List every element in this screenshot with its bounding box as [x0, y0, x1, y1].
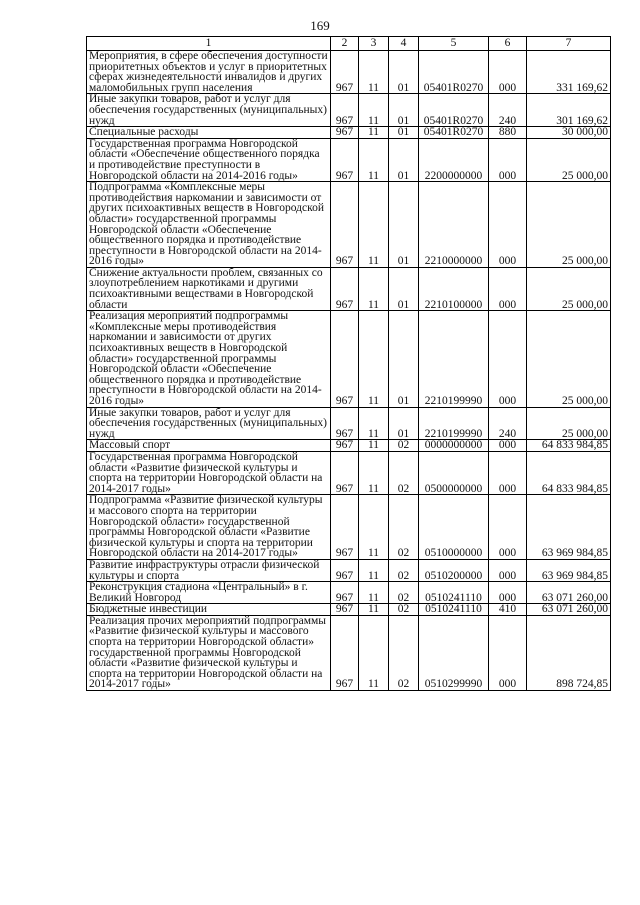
table-row — [87, 440, 611, 452]
amount-cell: 64 833 984,85 — [527, 451, 611, 494]
section-code-cell: 11 — [359, 559, 389, 581]
amount-cell: 63 969 984,85 — [527, 559, 611, 581]
subsection-code-cell: 02 — [389, 582, 419, 604]
amount-cell: 25 000,00 — [527, 182, 611, 268]
expense-type-cell: 000 — [489, 451, 527, 494]
section-code-cell: 11 — [359, 182, 389, 268]
section-code-cell: 11 — [359, 138, 389, 181]
expense-name-cell: Реализация прочих мероприятий подпрограммы «Развитие физической культуры и массового спорта на территории Новгородской области» государственной программы Новгородской области «Развитие физической культуры и спорта на территории Новгородской области на 2014-2017 годы» — [87, 615, 331, 690]
expense-type-cell: 880 — [489, 127, 527, 139]
department-code-cell: 967 — [331, 182, 359, 268]
table-row — [87, 94, 611, 127]
expense-name-cell: Иные закупки товаров, работ и услуг для обеспечения государственных (муниципальных) нужд — [87, 94, 331, 127]
expense-name-cell: Иные закупки товаров, работ и услуг для обеспечения государственных (муниципальных) нужд — [87, 407, 331, 440]
column-header-4: 4 — [389, 37, 419, 51]
expense-type-cell: 000 — [489, 440, 527, 452]
table-row — [87, 267, 611, 310]
table-row — [87, 407, 611, 440]
amount-cell: 25 000,00 — [527, 407, 611, 440]
expense-type-cell: 000 — [489, 559, 527, 581]
table-row — [87, 582, 611, 604]
target-article-cell: 0510241110 — [419, 604, 489, 616]
column-header-5: 5 — [419, 37, 489, 51]
section-code-cell: 11 — [359, 495, 389, 560]
table-row — [87, 51, 611, 94]
expense-name-cell: Реализация мероприятий подпрограммы «Комплексные меры противодействия наркомании и зависимости от других психоактивных веществ в Новгородской области» государственной программы Новгородской области «Обеспечение общественного порядка и противодействие преступности в Новгородской области на 2014-2016 годы» — [87, 311, 331, 407]
amount-cell: 30 000,00 — [527, 127, 611, 139]
expense-type-cell: 000 — [489, 582, 527, 604]
amount-cell: 898 724,85 — [527, 615, 611, 690]
expense-type-cell: 000 — [489, 267, 527, 310]
department-code-cell: 967 — [331, 407, 359, 440]
expense-name-cell: Массовый спорт — [87, 440, 331, 452]
table-row — [87, 615, 611, 690]
department-code-cell: 967 — [331, 559, 359, 581]
subsection-code-cell: 02 — [389, 440, 419, 452]
target-article-cell: 0500000000 — [419, 451, 489, 494]
department-code-cell: 967 — [331, 138, 359, 181]
section-code-cell: 11 — [359, 451, 389, 494]
expense-name-cell: Специальные расходы — [87, 127, 331, 139]
subsection-code-cell: 01 — [389, 311, 419, 407]
department-code-cell: 967 — [331, 440, 359, 452]
subsection-code-cell: 01 — [389, 138, 419, 181]
target-article-cell: 2200000000 — [419, 138, 489, 181]
section-code-cell: 11 — [359, 94, 389, 127]
expense-type-cell: 410 — [489, 604, 527, 616]
expense-type-cell: 000 — [489, 495, 527, 560]
amount-cell: 64 833 984,85 — [527, 440, 611, 452]
section-code-cell: 11 — [359, 582, 389, 604]
expense-name-cell: Развитие инфраструктуры отрасли физической культуры и спорта — [87, 559, 331, 581]
target-article-cell: 05401R0270 — [419, 51, 489, 94]
department-code-cell: 967 — [331, 604, 359, 616]
expense-type-cell: 000 — [489, 311, 527, 407]
department-code-cell: 967 — [331, 127, 359, 139]
subsection-code-cell: 02 — [389, 495, 419, 560]
subsection-code-cell: 01 — [389, 51, 419, 94]
target-article-cell: 2210100000 — [419, 267, 489, 310]
page-number: 169 — [310, 18, 330, 33]
target-article-cell: 05401R0270 — [419, 127, 489, 139]
table-row — [87, 559, 611, 581]
expense-name-cell: Мероприятия, в сфере обеспечения доступности приоритетных объектов и услуг в приоритетных сферах жизнедеятельности инвалидов и других маломобильных групп населения — [87, 51, 331, 94]
amount-cell: 63 071 260,00 — [527, 604, 611, 616]
target-article-cell: 0510200000 — [419, 559, 489, 581]
table-row — [87, 182, 611, 268]
target-article-cell: 2210000000 — [419, 182, 489, 268]
section-code-cell: 11 — [359, 267, 389, 310]
amount-cell: 25 000,00 — [527, 267, 611, 310]
amount-cell: 63 071 260,00 — [527, 582, 611, 604]
amount-cell: 25 000,00 — [527, 138, 611, 181]
subsection-code-cell: 02 — [389, 615, 419, 690]
target-article-cell: 05401R0270 — [419, 94, 489, 127]
target-article-cell: 2210199990 — [419, 311, 489, 407]
section-code-cell: 11 — [359, 604, 389, 616]
subsection-code-cell: 01 — [389, 267, 419, 310]
budget-table — [86, 36, 611, 691]
table-row — [87, 495, 611, 560]
target-article-cell: 0510241110 — [419, 582, 489, 604]
table-row — [87, 451, 611, 494]
department-code-cell: 967 — [331, 495, 359, 560]
expense-name-cell: Государственная программа Новгородской области «Обеспечение общественного порядка и противодействие преступности в Новгородской области на 2014-2016 годы» — [87, 138, 331, 181]
section-code-cell: 11 — [359, 51, 389, 94]
subsection-code-cell: 01 — [389, 94, 419, 127]
expense-type-cell: 240 — [489, 94, 527, 127]
column-header-2: 2 — [331, 37, 359, 51]
expense-type-cell: 000 — [489, 615, 527, 690]
table-row — [87, 138, 611, 181]
expense-type-cell: 240 — [489, 407, 527, 440]
department-code-cell: 967 — [331, 615, 359, 690]
department-code-cell: 967 — [331, 311, 359, 407]
expense-name-cell: Реконструкция стадиона «Центральный» в г. Великий Новгород — [87, 582, 331, 604]
target-article-cell: 0510000000 — [419, 495, 489, 560]
column-header-6: 6 — [489, 37, 527, 51]
target-article-cell: 0000000000 — [419, 440, 489, 452]
section-code-cell: 11 — [359, 407, 389, 440]
column-header-1: 1 — [87, 37, 331, 51]
subsection-code-cell: 01 — [389, 407, 419, 440]
subsection-code-cell: 02 — [389, 559, 419, 581]
subsection-code-cell: 01 — [389, 127, 419, 139]
expense-name-cell: Снижение актуальности проблем, связанных со злоупотреблением наркотиками и другими психоактивными веществами в Новгородской области — [87, 267, 331, 310]
amount-cell: 25 000,00 — [527, 311, 611, 407]
section-code-cell: 11 — [359, 127, 389, 139]
expense-name-cell: Государственная программа Новгородской области «Развитие физической культуры и спорта на территории Новгородской области на 2014-2017 годы» — [87, 451, 331, 494]
target-article-cell: 2210199990 — [419, 407, 489, 440]
table-row — [87, 127, 611, 139]
expense-name-cell: Подпрограмма «Развитие физической культуры и массового спорта на территории Новгородской области» государственной программы Новгородской области «Развитие физической культуры и спорта на территории Новгородской области на 2014-2017 годы» — [87, 495, 331, 560]
expense-name-cell: Подпрограмма «Комплексные меры противодействия наркомании и зависимости от других психоактивных веществ в Новгородской области» государственной программы Новгородской области «Обеспечение общественного порядка и противодействие преступности в Новгородской области на 2014-2016 годы» — [87, 182, 331, 268]
amount-cell: 301 169,62 — [527, 94, 611, 127]
section-code-cell: 11 — [359, 440, 389, 452]
section-code-cell: 11 — [359, 615, 389, 690]
column-header-7: 7 — [527, 37, 611, 51]
department-code-cell: 967 — [331, 451, 359, 494]
amount-cell: 331 169,62 — [527, 51, 611, 94]
target-article-cell: 0510299990 — [419, 615, 489, 690]
expense-name-cell: Бюджетные инвестиции — [87, 604, 331, 616]
department-code-cell: 967 — [331, 51, 359, 94]
table-header-row — [87, 37, 611, 51]
section-code-cell: 11 — [359, 311, 389, 407]
subsection-code-cell: 01 — [389, 182, 419, 268]
department-code-cell: 967 — [331, 94, 359, 127]
expense-type-cell: 000 — [489, 182, 527, 268]
expense-type-cell: 000 — [489, 138, 527, 181]
subsection-code-cell: 02 — [389, 451, 419, 494]
department-code-cell: 967 — [331, 582, 359, 604]
department-code-cell: 967 — [331, 267, 359, 310]
table-row — [87, 311, 611, 407]
table-row — [87, 604, 611, 616]
expense-type-cell: 000 — [489, 51, 527, 94]
subsection-code-cell: 02 — [389, 604, 419, 616]
column-header-3: 3 — [359, 37, 389, 51]
amount-cell: 63 969 984,85 — [527, 495, 611, 560]
